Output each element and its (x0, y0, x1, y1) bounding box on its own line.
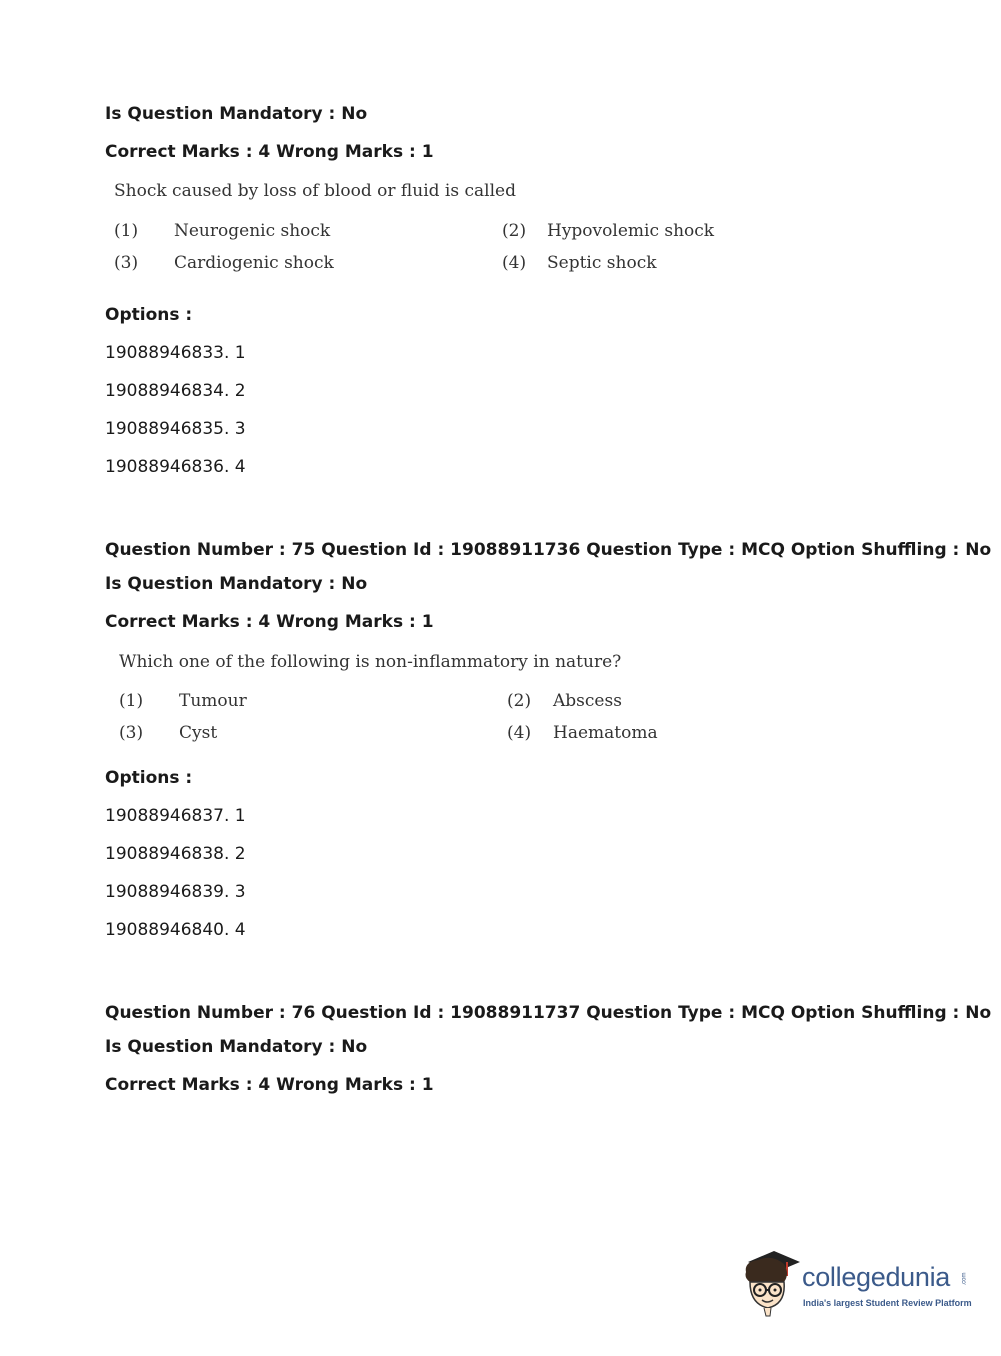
option-item: 19088946833. 1 (105, 343, 246, 363)
collegedunia-mascot-icon (740, 1248, 802, 1318)
choice-number: (2) (507, 691, 532, 711)
choice-number: (3) (114, 253, 139, 273)
choice-text: Haematoma (553, 723, 658, 743)
option-item: 19088946836. 4 (105, 457, 246, 477)
choice-text: Septic shock (547, 253, 657, 273)
choice-text: Cardiogenic shock (174, 253, 334, 273)
choice-number: (4) (507, 723, 532, 743)
choice-text: Cyst (179, 723, 218, 743)
question-text: Which one of the following is non-inflammatory in nature? (119, 652, 622, 672)
options-label: Options : (105, 305, 193, 325)
question-text: Shock caused by loss of blood or fluid is called (114, 181, 516, 201)
choice-number: (1) (114, 221, 139, 241)
choice-text: Abscess (553, 691, 622, 711)
marks-label: Correct Marks : 4 Wrong Marks : 1 (105, 612, 434, 632)
option-item: 19088946834. 2 (105, 381, 246, 401)
choice-number: (3) (119, 723, 144, 743)
question-header: Question Number : 76 Question Id : 19088911737 Question Type : MCQ Option Shuffling : No (105, 1003, 992, 1023)
choice-number: (2) (502, 221, 527, 241)
mandatory-label: Is Question Mandatory : No (105, 574, 368, 594)
option-item: 19088946835. 3 (105, 419, 246, 439)
choice-number: (1) (119, 691, 144, 711)
question-header: Question Number : 75 Question Id : 19088911736 Question Type : MCQ Option Shuffling : No (105, 540, 992, 560)
marks-label: Correct Marks : 4 Wrong Marks : 1 (105, 1075, 434, 1095)
choice-text: Hypovolemic shock (547, 221, 715, 241)
choice-number: (4) (502, 253, 527, 273)
options-label: Options : (105, 768, 193, 788)
brand-tagline: India's largest Student Review Platform (803, 1298, 972, 1308)
option-item: 19088946840. 4 (105, 920, 246, 940)
mandatory-label: Is Question Mandatory : No (105, 1037, 368, 1057)
option-item: 19088946838. 2 (105, 844, 246, 864)
option-item: 19088946837. 1 (105, 806, 246, 826)
choice-text: Tumour (179, 691, 247, 711)
brand-name: collegedunia (802, 1262, 951, 1292)
option-item: 19088946839. 3 (105, 882, 246, 902)
mandatory-label: Is Question Mandatory : No (105, 104, 368, 124)
choice-text: Neurogenic shock (174, 221, 331, 241)
brand-suffix: .com (961, 1272, 968, 1286)
marks-label: Correct Marks : 4 Wrong Marks : 1 (105, 142, 434, 162)
